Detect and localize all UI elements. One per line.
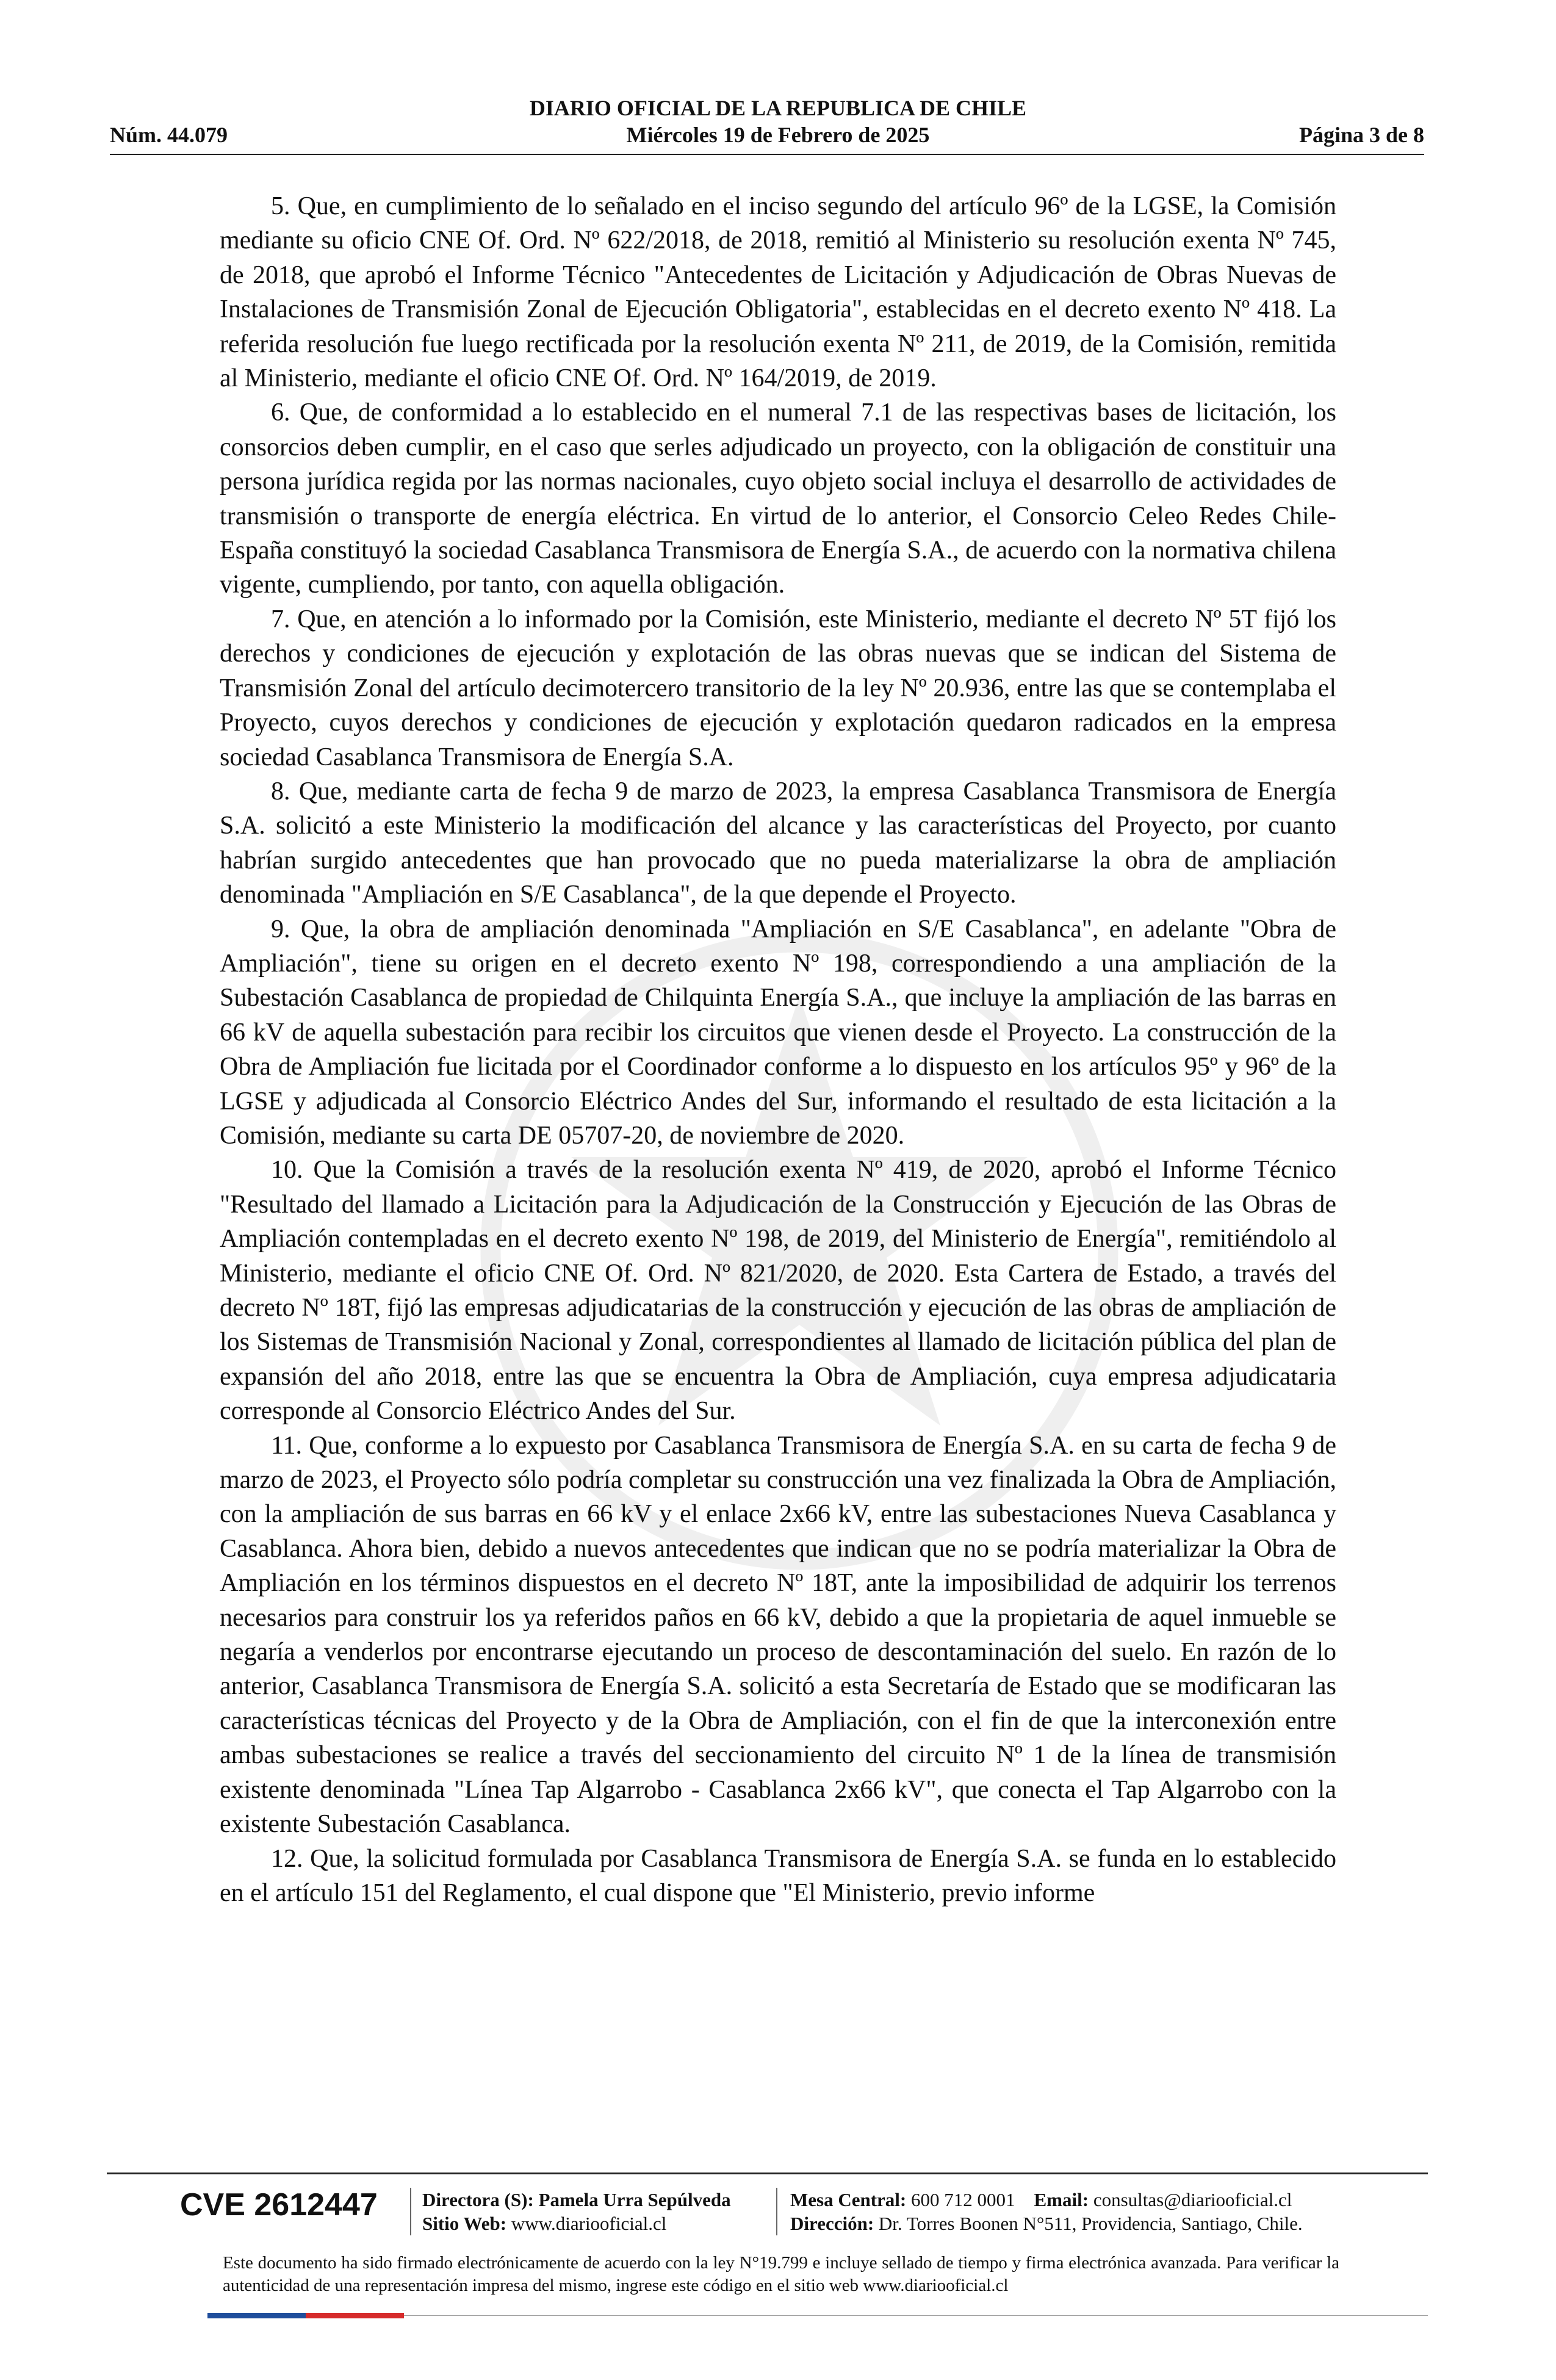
website-label: Sitio Web:	[422, 2213, 507, 2234]
director-name: Pamela Urra Sepúlveda	[538, 2189, 731, 2210]
issue-number: Núm. 44.079	[110, 123, 228, 147]
director-label: Directora (S):	[422, 2189, 534, 2210]
footer-contact-left	[422, 2188, 731, 2235]
paragraph-6: 6. Que, de conformidad a lo establecido en el numeral 7.1 de las respectivas bases de licitación, los consorcios deben cumplir, en el caso que serles adjudicado un proyecto, con la obligación de constituir una persona jurídica regida por las normas nacionales, cuyo objeto social incluya el desarrollo de actividades de transmisión o transporte de energía eléctrica. En virtud de lo anterior, el Consorcio Celeo Redes Chile-España constituyó la sociedad Casablanca Transmisora de Energía S.A., de acuerdo con la normativa chilena vigente, cumpliendo, por tanto, con aquella obligación.	[220, 398, 1336, 599]
paragraph-8: 8. Que, mediante carta de fecha 9 de marzo de 2023, la empresa Casablanca Transmisora de Energía S.A. solicitó a este Ministerio la modificación del alcance y las características del Proyecto, por cuanto habrían surgido antecedentes que han provocado que no pueda materializarse la obra de ampliación denominada "Ampliación en S/E Casablanca", de la que depende el Proyecto.	[220, 777, 1336, 909]
address-label: Dirección:	[790, 2213, 874, 2234]
publication-title: DIARIO OFICIAL DE LA REPUBLICA DE CHILE	[529, 96, 1027, 120]
email-label: Email:	[1034, 2189, 1089, 2210]
page-number: Página 3 de 8	[1298, 123, 1424, 147]
cve-code: CVE 2612447	[180, 2187, 378, 2223]
paragraph-5: 5. Que, en cumplimiento de lo señalado en el inciso segundo del artículo 96º de la LGSE, la Comisión mediante su oficio CNE Of. Ord. Nº 622/2018, de 2018, remitió al Ministerio su resolución exenta Nº 745, de 2018, que aprobó el Informe Técnico "Antecedentes de Licitación y Adjudicación de Obras Nuevas de Instalaciones de Transmisión Zonal de Ejecución Obligatoria", establecidas en el decreto exento Nº 418. La referida resolución fue luego rectificada por la resolución exenta Nº 211, de 2019, de la Comisión, remitida al Ministerio, mediante el oficio CNE Of. Ord. Nº 164/2019, de 2019.	[220, 192, 1336, 393]
footer-separator	[776, 2188, 777, 2235]
legal-note: Este documento ha sido firmado electrónicamente de acuerdo con la ley N°19.799 e incluye sellado de tiempo y firma electrónica avanzada. Para verificar la autenticidad de una representación impresa del mismo, ingrese este código en el sitio web www.diariooficial.cl	[223, 2253, 1339, 2295]
phone-number: 600 712 0001	[911, 2189, 1015, 2210]
address-text: Dr. Torres Boonen N°511, Providencia, Santiago, Chile.	[878, 2213, 1303, 2234]
header-divider	[110, 154, 1424, 155]
phone-label: Mesa Central:	[790, 2189, 907, 2210]
email-link[interactable]: consultas@diariooficial.cl	[1093, 2189, 1292, 2210]
footer-contact-right	[790, 2188, 1303, 2235]
document-body	[220, 189, 1336, 1910]
paragraph-12: 12. Que, la solicitud formulada por Casablanca Transmisora de Energía S.A. se funda en lo establecido en el artículo 151 del Reglamento, el cual dispone que "El Ministerio, previo informe	[220, 1844, 1336, 1907]
paragraph-9: 9. Que, la obra de ampliación denominada "Ampliación en S/E Casablanca", en adelante "Obra de Ampliación", tiene su origen en el decreto exento Nº 198, correspondiendo a una ampliación de la Subestación Casablanca de propiedad de Chilquinta Energía S.A., que incluye la ampliación de las barras en 66 kV de aquella subestación para recibir los circuitos que vienen desde el Proyecto. La construcción de la Obra de Ampliación fue licitada por el Coordinador conforme a lo dispuesto en los artículos 95º y 96º de la LGSE y adjudicada al Consorcio Eléctrico Andes del Sur, informando el resultado de esta licitación a la Comisión, mediante su carta DE 05707-20, de noviembre de 2020.	[220, 915, 1336, 1150]
footer-bottom-rule	[404, 2315, 1428, 2316]
footer-divider	[107, 2173, 1428, 2174]
paragraph-7: 7. Que, en atención a lo informado por la Comisión, este Ministerio, mediante el decreto Nº 5T fijó los derechos y condiciones de ejecución y explotación de las obras nuevas que se indican del Sistema de Transmisión Zonal del artículo decimotercero transitorio de la ley Nº 20.936, entre las que se contemplaba el Proyecto, cuyos derechos y condiciones de ejecución y explotación quedaron radicados en la empresa sociedad Casablanca Transmisora de Energía S.A.	[220, 605, 1336, 771]
footer-separator	[410, 2188, 411, 2235]
publication-date: Miércoles 19 de Febrero de 2025	[626, 123, 930, 147]
website-link[interactable]: www.diariooficial.cl	[511, 2213, 667, 2234]
paragraph-10: 10. Que la Comisión a través de la resolución exenta Nº 419, de 2020, aprobó el Informe Técnico "Resultado del llamado a Licitación para la Adjudicación de la Construcción y Ejecución de las Obras de Ampliación contempladas en el decreto exento Nº 198, de 2019, del Ministerio de Energía", remitiéndolo al Ministerio, mediante el oficio CNE Of. Ord. Nº 821/2020, de 2020. Esta Cartera de Estado, a través del decreto Nº 18T, fijó las empresas adjudicatarias de la construcción y ejecución de las obras de ampliación de los Sistemas de Transmisión Nacional y Zonal, correspondientes al llamado de licitación pública del plan de expansión del año 2018, entre las que se encuentra la Obra de Ampliación, cuya empresa adjudicataria corresponde al Consorcio Eléctrico Andes del Sur.	[220, 1156, 1336, 1426]
flag-blue-segment	[207, 2313, 306, 2318]
paragraph-11: 11. Que, conforme a lo expuesto por Casablanca Transmisora de Energía S.A. en su carta de fecha 9 de marzo de 2023, el Proyecto sólo podría completar su construcción una vez finalizada la Obra de Ampliación, con la ampliación de sus barras en 66 kV y el enlace 2x66 kV, entre las subestaciones Nueva Casablanca y Casablanca. Ahora bien, debido a nuevos antecedentes que indican que no se podría materializar la Obra de Ampliación en los términos dispuestos en el decreto Nº 18T, ante la imposibilidad de adquirir los terrenos necesarios para construir los ya referidos paños en 66 kV, debido a que la propietaria de aquel inmueble se negaría a venderlos por encontrarse ejecutando un proceso de descontaminación del suelo. En razón de lo anterior, Casablanca Transmisora de Energía S.A. solicitó a esta Secretaría de Estado que se modificaran las características técnicas del Proyecto y de la Obra de Ampliación, con el fin de que la interconexión entre ambas subestaciones se realice a través del seccionamiento del circuito Nº 1 de la línea de transmisión existente denominada "Línea Tap Algarrobo - Casablanca 2x66 kV", que conecta el Tap Algarrobo con la existente Subestación Casablanca.	[220, 1431, 1336, 1839]
flag-red-segment	[306, 2313, 404, 2318]
flag-stripe	[207, 2313, 404, 2318]
